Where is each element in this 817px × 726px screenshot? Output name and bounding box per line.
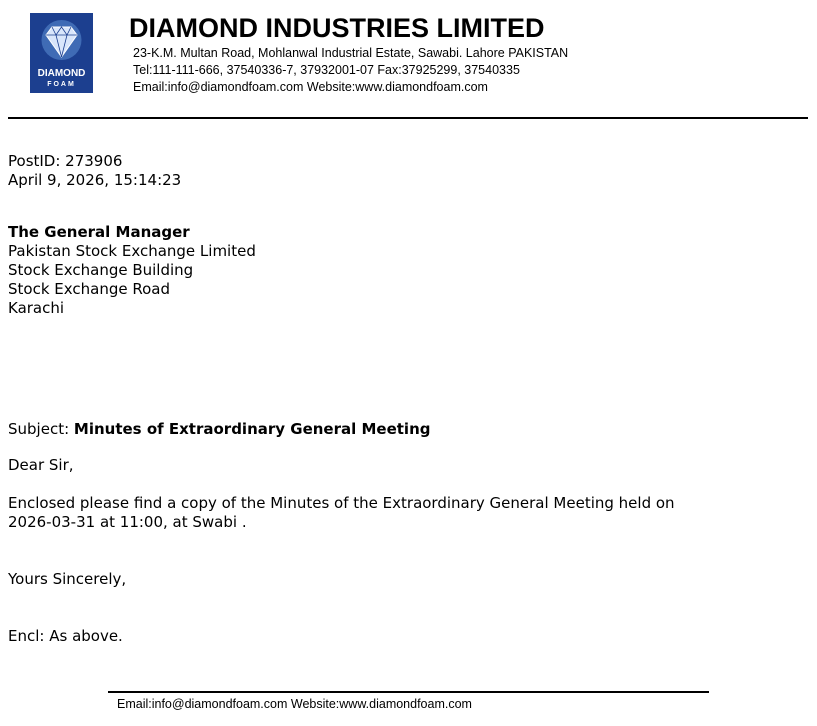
footer-email-website: Email:info@diamondfoam.com Website:www.diamondfoam.com [117, 697, 472, 711]
subject-text: Minutes of Extraordinary General Meeting [73, 420, 431, 438]
closing: Yours Sincerely, [8, 570, 127, 588]
logo-word-bottom: FOAM [47, 81, 76, 88]
recipient-line: Pakistan Stock Exchange Limited [8, 242, 256, 260]
recipient-line: Karachi [8, 299, 65, 317]
company-address: 23-K.M. Multan Road, Mohlanwal Industrial Estate, Sawabi. Lahore PAKISTAN [133, 46, 569, 60]
recipient-line: Stock Exchange Road [8, 280, 170, 298]
enclosure-note: Encl: As above. [8, 627, 123, 645]
company-email-website: Email:info@diamondfoam.com Website:www.diamondfoam.com [133, 80, 488, 94]
letter-body-line: 2026-03-31 at 11:00, at Swabi . [8, 513, 247, 531]
footer-divider [108, 691, 709, 693]
letter-body-line: Enclosed please find a copy of the Minutes of the Extraordinary General Meeting held on [8, 494, 675, 512]
company-logo [30, 13, 93, 93]
post-id: PostID: 273906 [8, 152, 123, 170]
logo-word-top: DIAMOND [37, 68, 86, 79]
company-phone-fax: Tel:111-111-666, 37540336-7, 37932001-07 Fax:37925299, 37540335 [133, 63, 520, 77]
subject-label: Subject: [8, 420, 74, 438]
salutation: Dear Sir, [8, 456, 74, 474]
header-divider [8, 117, 808, 119]
recipient-title: The General Manager [8, 223, 190, 241]
post-datetime: April 9, 2026, 15:14:23 [8, 171, 182, 189]
subject-line [8, 420, 431, 439]
company-name: DIAMOND INDUSTRIES LIMITED [129, 13, 545, 43]
recipient-line: Stock Exchange Building [8, 261, 194, 279]
